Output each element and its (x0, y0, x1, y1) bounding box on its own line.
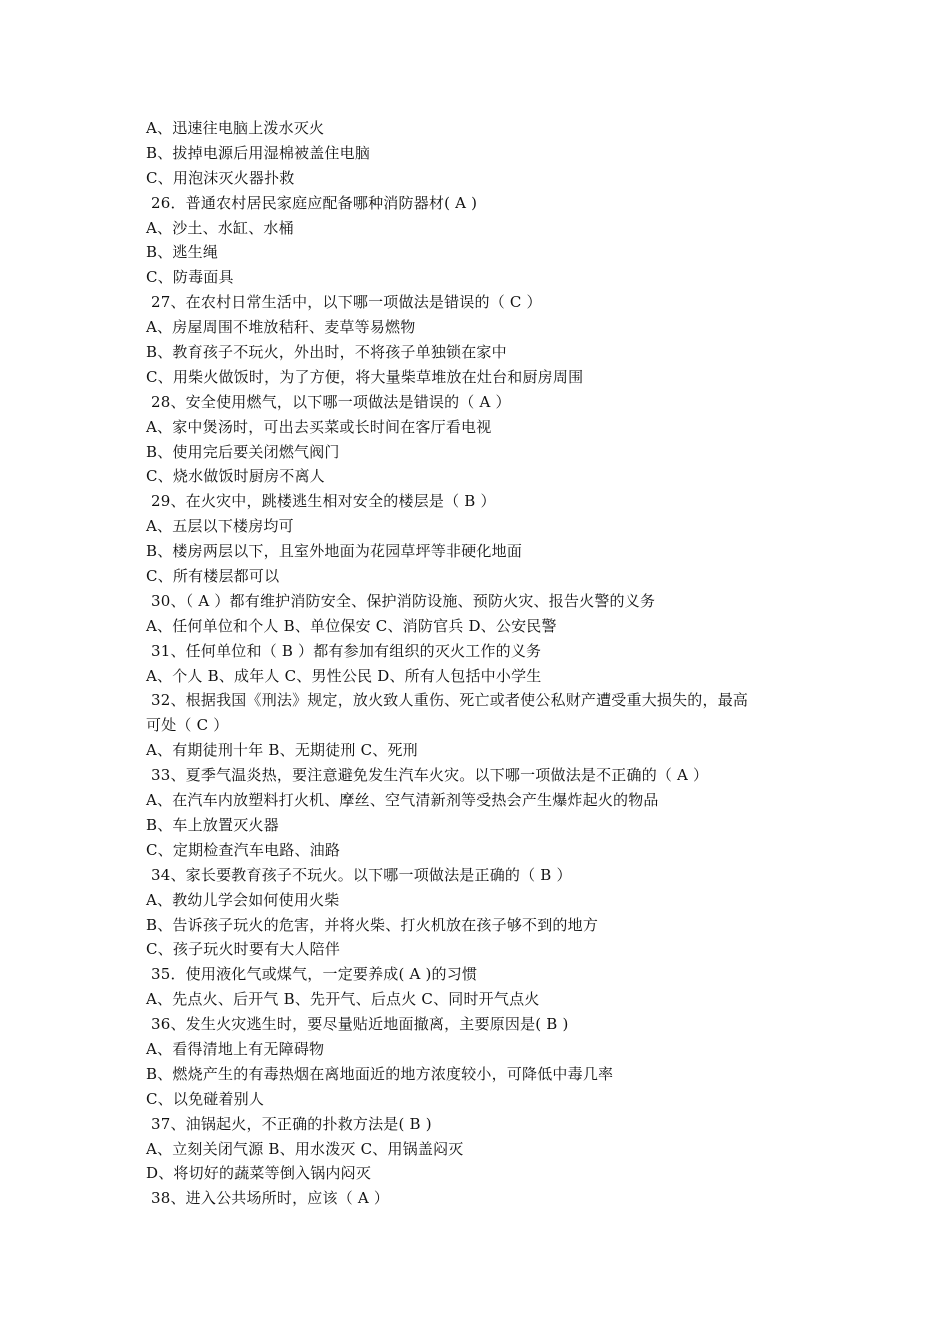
question-line: 26．普通农村居民家庭应配备哪种消防器材( A ) (151, 193, 478, 212)
question-line: 27、在农村日常生活中，以下哪一项做法是错误的（ C ） (151, 293, 542, 312)
option-line: A、有期徒刑十年 B、无期徒刑 C、死刑 (146, 741, 418, 760)
option-line: B、车上放置灭火器 (146, 815, 279, 834)
option-line: A、看得清地上有无障碍物 (146, 1039, 325, 1058)
question-line: 28、安全使用燃气，以下哪一项做法是错误的（ A ） (151, 392, 511, 411)
option-line: C、防毒面具 (146, 268, 234, 287)
option-line: C、用柴火做饭时，为了方便，将大量柴草堆放在灶台和厨房周围 (146, 367, 584, 386)
option-line: B、楼房两层以下，且室外地面为花园草坪等非硬化地面 (146, 542, 523, 561)
option-line: B、使用完后要关闭燃气阀门 (146, 442, 340, 461)
question-line: 32、根据我国《刑法》规定，放火致人重伤、死亡或者使公私财产遭受重大损失的，最高 (151, 691, 749, 710)
option-line: B、燃烧产生的有毒热烟在离地面近的地方浓度较小，可降低中毒几率 (146, 1064, 614, 1083)
question-line: 29、在火灾中，跳楼逃生相对安全的楼层是（ B ） (151, 492, 496, 511)
option-line: A、家中煲汤时，可出去买菜或长时间在客厅看电视 (146, 417, 492, 436)
question-line: 36、发生火灾逃生时，要尽量贴近地面撤离，主要原因是( B ) (151, 1015, 569, 1034)
question-line: 33、夏季气温炎热，要注意避免发生汽车火灾。以下哪一项做法是不正确的（ A ） (151, 766, 709, 785)
option-line: C、孩子玩火时要有大人陪伴 (146, 940, 341, 959)
option-line: A、教幼儿学会如何使用火柴 (146, 890, 340, 909)
document-body (146, 116, 826, 1211)
option-line: 可处（ C ） (146, 716, 229, 735)
question-line: 37、油锅起火，不正确的扑救方法是( B ) (151, 1114, 432, 1133)
option-line: C、定期检查汽车电路、油路 (146, 840, 341, 859)
option-line: A、房屋周围不堆放秸秆、麦草等易燃物 (146, 318, 416, 337)
question-line: 35．使用液化气或煤气，一定要养成( A )的习惯 (151, 965, 478, 984)
option-line: A、立刻关闭气源 B、用水泼灭 C、用锅盖闷灭 (146, 1139, 464, 1158)
option-line: A、沙土、水缸、水桶 (146, 218, 294, 237)
option-line: B、逃生绳 (146, 243, 219, 262)
option-line: A、迅速往电脑上泼水灭火 (146, 119, 325, 137)
option-line: A、先点火、后开气 B、先开气、后点火 C、同时开气点火 (146, 990, 540, 1009)
option-line: D、将切好的蔬菜等倒入锅内闷灭 (146, 1164, 372, 1183)
option-line: B、拔掉电源后用湿棉被盖住电脑 (146, 143, 371, 162)
option-line: A、五层以下楼房均可 (146, 517, 294, 536)
question-line: 30、（ A ）都有维护消防安全、保护消防设施、预防火灾、报告火警的义务 (151, 591, 656, 610)
option-line: C、用泡沫灭火器扑救 (146, 168, 295, 187)
option-line: A、个人 B、成年人 C、男性公民 D、所有人包括中小学生 (146, 666, 542, 685)
option-line: C、烧水做饭时厨房不离人 (146, 467, 325, 486)
option-line: A、在汽车内放塑料打火机、摩丝、空气清新剂等受热会产生爆炸起火的物品 (146, 791, 659, 810)
option-line: B、教育孩子不玩火，外出时，不将孩子单独锁在家中 (146, 343, 507, 362)
option-line: C、所有楼层都可以 (146, 567, 280, 586)
option-line: C、以免碰着别人 (146, 1089, 265, 1108)
question-line: 31、任何单位和（ B ）都有参加有组织的灭火工作的义务 (151, 641, 542, 660)
option-line: A、任何单位和个人 B、单位保安 C、消防官兵 D、公安民警 (146, 616, 557, 635)
question-line: 34、家长要教育孩子不玩火。以下哪一项做法是正确的（ B ） (151, 865, 572, 884)
option-line: B、告诉孩子玩火的危害，并将火柴、打火机放在孩子够不到的地方 (146, 915, 599, 934)
question-line: 38、进入公共场所时，应该（ A ） (151, 1189, 390, 1208)
